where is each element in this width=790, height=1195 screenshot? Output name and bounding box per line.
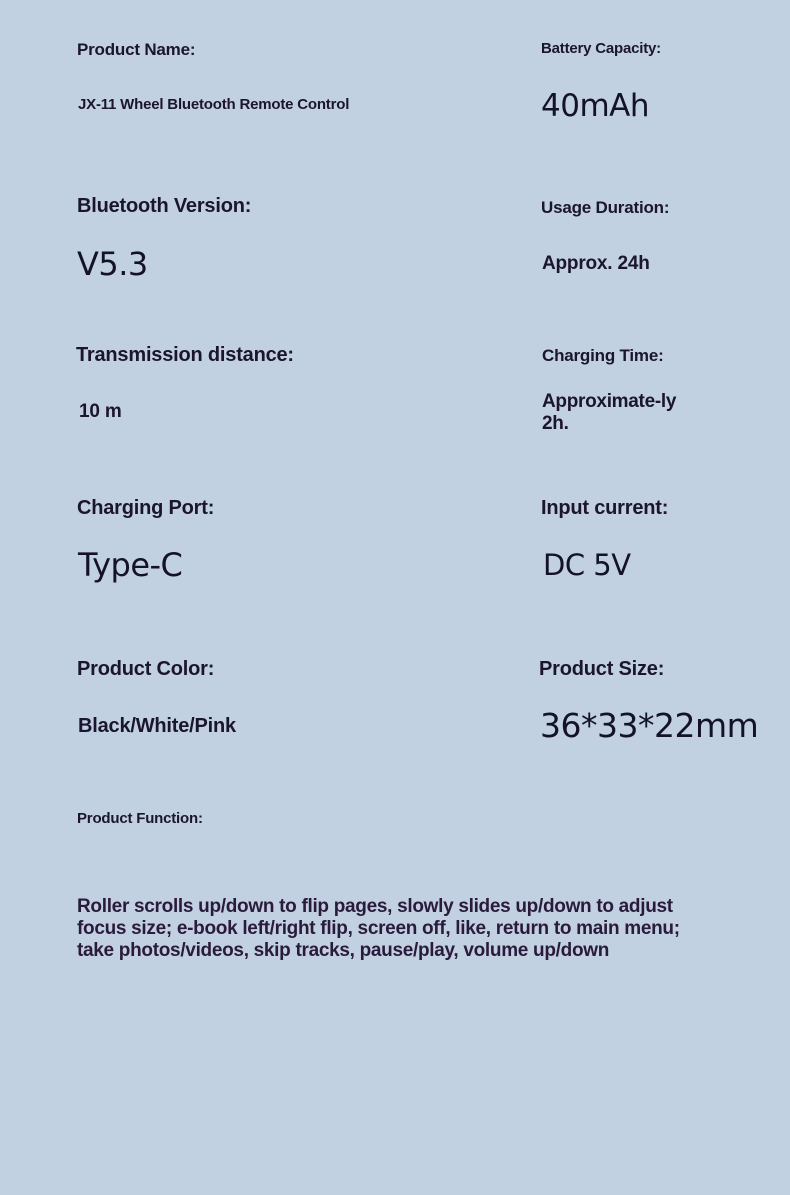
product-color-value: Black/White/Pink xyxy=(78,715,236,737)
charging-time-label: Charging Time: xyxy=(542,346,664,365)
charging-port-label: Charging Port: xyxy=(77,497,215,519)
product-color-label: Product Color: xyxy=(77,658,215,680)
battery-capacity-label: Battery Capacity: xyxy=(541,40,661,57)
charging-time-value: Approximate-ly 2h. xyxy=(542,391,677,434)
transmission-distance-value: 10 m xyxy=(79,401,122,422)
product-name-label: Product Name: xyxy=(77,40,196,59)
product-name-value: JX-11 Wheel Bluetooth Remote Control xyxy=(78,96,350,113)
input-current-label: Input current: xyxy=(541,497,669,519)
product-size-label: Product Size: xyxy=(539,658,665,680)
battery-capacity-value: 40mAh xyxy=(541,88,649,124)
usage-duration-label: Usage Duration: xyxy=(541,198,670,217)
bluetooth-version-value: V5.3 xyxy=(77,245,148,283)
charging-port-value: Type-C xyxy=(78,546,183,584)
input-current-value: DC 5V xyxy=(543,548,631,582)
usage-duration-value: Approx. 24h xyxy=(542,253,650,274)
product-function-label: Product Function: xyxy=(77,810,203,827)
product-size-value: 36*33*22mm xyxy=(540,706,759,745)
product-function-text: Roller scrolls up/down to flip pages, slowly slides up/down to adjust focus size; e-book left/right flip, screen off, like, return to main menu; take photos/videos, skip tracks, pause/play, volume up/down xyxy=(77,896,680,961)
transmission-distance-label: Transmission distance: xyxy=(76,344,294,366)
bluetooth-version-label: Bluetooth Version: xyxy=(77,195,252,217)
